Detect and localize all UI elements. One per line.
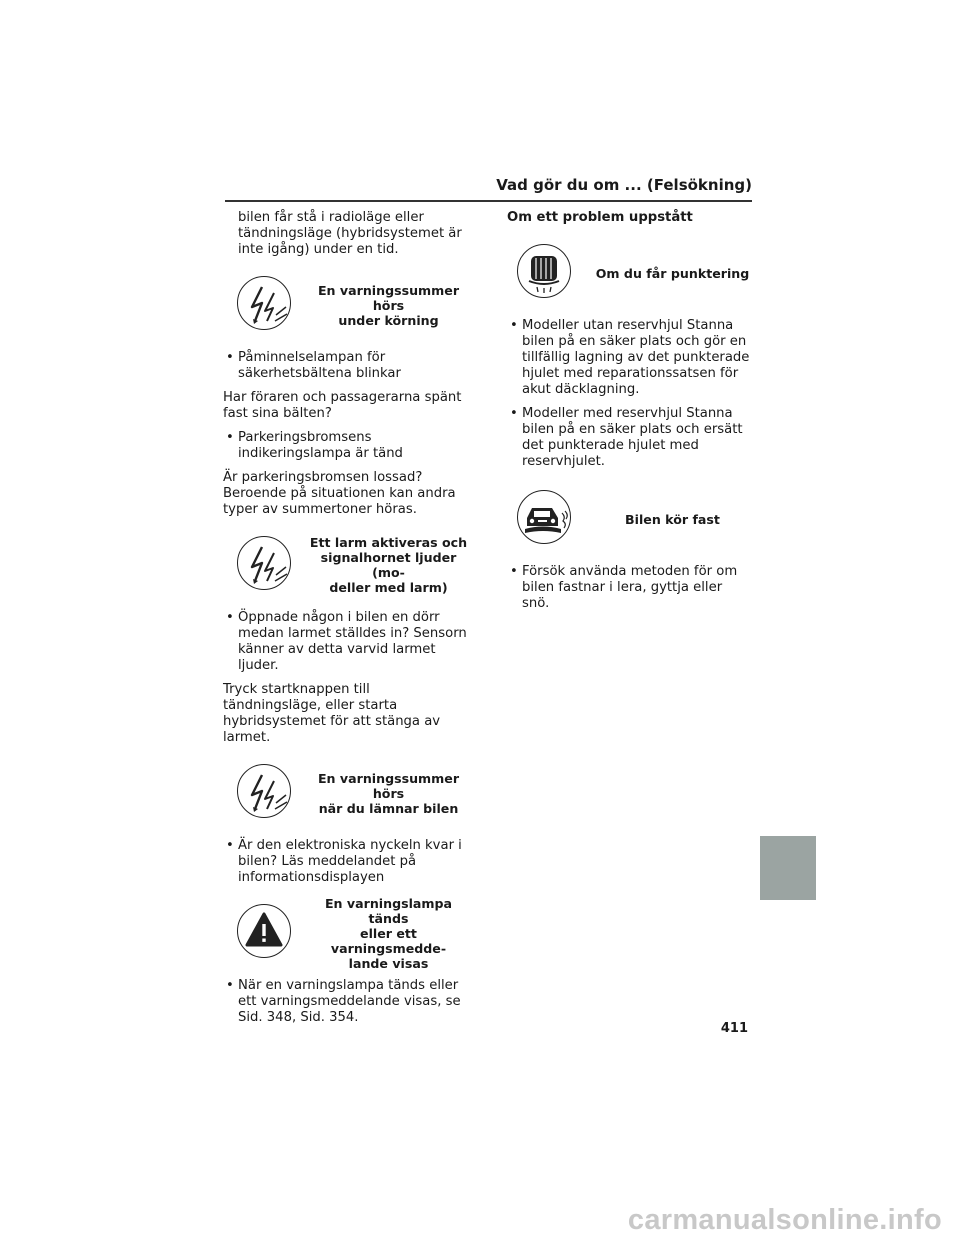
alarm-sound-icon bbox=[237, 276, 291, 330]
alarm-while-driving-caption: En varningssummer hörs under körning bbox=[317, 282, 460, 328]
intro-text: bilen får stå i radioläge eller tändningsläge (hybridsystemet är inte igång) under en tid. bbox=[238, 210, 462, 257]
alarm-sound-icon bbox=[237, 764, 291, 818]
warning-light-caption: En varningslampa tänds eller ett varningsmedde- lande visas bbox=[324, 895, 453, 971]
list-item: • Modeller med reservhjul Stanna bilen på en säker plats och ersätt det punkterade hjulet med reservhjulet. bbox=[510, 406, 743, 469]
bullet-text: Öppnade någon i bilen en dörr medan larmet ställdes in? Sensorn känner av detta varvid larmet ljuder. bbox=[238, 610, 467, 673]
warning-exclamation-icon bbox=[237, 904, 291, 958]
page-number: 411 bbox=[720, 1021, 748, 1036]
alarm-while-driving-box bbox=[223, 268, 468, 342]
paragraph: Är parkeringsbromsen lossad? Beroende på situationen kan andra typer av summertoner höras. bbox=[223, 470, 456, 517]
flat-tire-caption: Om du får punktering bbox=[595, 265, 750, 281]
car-stuck-caption: Bilen kör fast bbox=[625, 511, 720, 527]
alarm-leaving-car-caption: En varningssummer hörs när du lämnar bilen bbox=[317, 770, 460, 816]
right-column bbox=[507, 210, 752, 612]
list-item: • Påminnelselampan för säkerhetsbältena blinkar bbox=[226, 350, 401, 381]
list-item: • Försök använda metoden för om bilen fastnar i lera, gyttja eller snö. bbox=[510, 564, 738, 611]
alarm-horn-caption: Ett larm aktiveras och signalhornet ljuder (mo- deller med larm) bbox=[309, 535, 468, 595]
section-header-title: Vad gör du om ... (Felsökning) bbox=[496, 176, 752, 194]
left-column bbox=[223, 210, 468, 1026]
paragraph: Har föraren och passagerarna spänt fast sina bälten? bbox=[223, 390, 462, 421]
list-item: • Modeller utan reservhjul Stanna bilen på en säker plats och gör en tillfällig lagning av det punkterade hjulet med reparationssatsen för akut däcklagning. bbox=[510, 318, 750, 397]
section-heading: Om ett problem uppstått bbox=[507, 210, 693, 225]
bullet-text: Påminnelselampan för säkerhetsbältena blinkar bbox=[238, 350, 401, 381]
flat-tire-box bbox=[507, 236, 752, 310]
bullet-text: Parkeringsbromsens indikeringslampa är tänd bbox=[238, 430, 403, 461]
list-item: • När en varningslampa tänds eller ett varningsmeddelande visas, se Sid. 348, Sid. 354. bbox=[226, 978, 461, 1025]
bullet-text: Försök använda metoden för om bilen fastnar i lera, gyttja eller snö. bbox=[522, 564, 738, 611]
bullet-text: När en varningslampa tänds eller ett varningsmeddelande visas, se Sid. 348, Sid. 354. bbox=[238, 978, 461, 1025]
list-item: • Parkeringsbromsens indikeringslampa är tänd bbox=[226, 430, 403, 461]
bullet-text: Modeller med reservhjul Stanna bilen på en säker plats och ersätt det punkterade hjulet med reservhjulet. bbox=[522, 406, 743, 469]
alarm-sound-icon bbox=[237, 536, 291, 590]
bullet-text: Modeller utan reservhjul Stanna bilen på en säker plats och gör en tillfällig lagning av det punkterade hjulet med reparationssatsen för akut däcklagning. bbox=[522, 318, 750, 397]
alarm-leaving-car-box bbox=[223, 756, 468, 830]
list-item: • Är den elektroniska nyckeln kvar i bilen? Läs meddelandet på informationsdisplayen bbox=[226, 838, 462, 885]
paragraph: Tryck startknappen till tändningsläge, eller starta hybridsystemet för att stänga av larmet. bbox=[223, 682, 441, 745]
flat-tire-icon bbox=[517, 244, 571, 298]
list-item: • Öppnade någon i bilen en dörr medan larmet ställdes in? Sensorn känner av detta varvid larmet ljuder. bbox=[226, 610, 467, 673]
bullet-text: Är den elektroniska nyckeln kvar i bilen? Läs meddelandet på informationsdisplayen bbox=[238, 838, 462, 885]
header-rule bbox=[225, 200, 752, 202]
watermark: carmanualsonline.info bbox=[627, 1204, 942, 1236]
chapter-tab bbox=[760, 836, 816, 900]
alarm-horn-box bbox=[223, 528, 468, 602]
car-stuck-box bbox=[507, 482, 752, 556]
warning-light-box bbox=[223, 896, 468, 970]
car-stuck-icon bbox=[517, 490, 571, 544]
